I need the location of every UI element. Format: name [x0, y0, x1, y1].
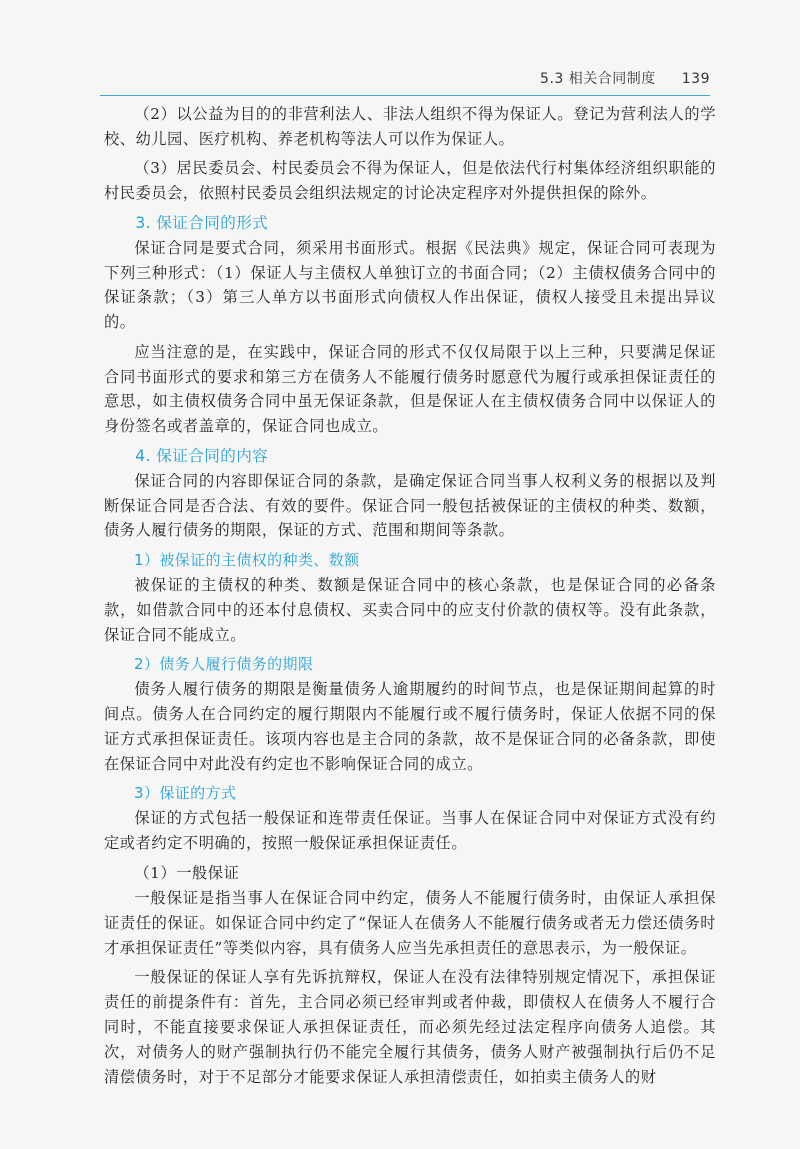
item-heading-general-guarantee: （1）一般保证 — [134, 863, 240, 882]
paragraph-defense-right: 一般保证的保证人享有先诉抗辩权，保证人在没有法律特别规定情况下，承担保证责任的前提条件有：首先，主合同必须已经审判或者仲裁，即债权人在债务人不履行合同时，不能直接要求保证人承担保证责任，而必须先经过法定程序向债务人追偿。其次，对债务人的财产强制执行仍不能完全履行其债务，债务人财产被强制执行后仍不足清偿债务时，对于不足部分才能要求保证人承担清偿责任，如拍卖主债务人的财 — [104, 968, 716, 1086]
paragraph-general-guarantee: 一般保证是指当事人在保证合同中约定，债务人不能履行债务时，由保证人承担保证责任的保证。如保证合同中约定了“保证人在债务人不能履行债务或者无力偿还债务时才承担保证责任”等类似内容，具有债务人应当先承担责任的意思表示，为一般保证。 — [104, 889, 716, 957]
subheading-performance-term: 2）债务人履行债务的期限 — [134, 655, 314, 674]
paragraph-committee-guarantor: （3）居民委员会、村民委员会不得为保证人，但是依法代行村集体经济组织职能的村民委员会，依照村民委员会组织法规定的讨论决定程序对外提供担保的除外。 — [104, 159, 716, 203]
page-body — [104, 102, 716, 1094]
paragraph-content-terms: 保证合同的内容即保证合同的条款，是确定保证合同当事人权利义务的根据以及判断保证合同是否合法、有效的要件。保证合同一般包括被保证的主债权的种类、数额，债务人履行债务的期限，保证的方式、范围和期间等条款。 — [104, 471, 716, 540]
paragraph-performance-term: 债务人履行债务的期限是衡量债务人逾期履约的时间节点，也是保证期间起算的时间点。债务人在合同约定的履行期限内不能履行或不履行债务时，保证人依据不同的保证方式承担保证责任。该项内容也是主合同的条款，故不是保证合同的必备条款，即使在保证合同中对此没有约定也不影响保证合同的成立。 — [104, 680, 716, 773]
section-title: 5.3 相关合同制度 — [540, 71, 656, 87]
paragraph-form-written: 保证合同是要式合同，须采用书面形式。根据《民法典》规定，保证合同可表现为下列三种形式：（1）保证人与主债权人单独订立的书面合同；（2）主债权债务合同中的保证条款；（3）第三人单方以书面形式向债权人作出保证，债权人接受且未提出异议的。 — [104, 238, 716, 332]
paragraph-nonprofit-guarantor: （2）以公益为目的的非营利法人、非法人组织不得为保证人。登记为营利法人的学校、幼儿园、医疗机构、养老机构等法人可以作为保证人。 — [104, 105, 716, 148]
running-header — [100, 68, 710, 90]
section-heading-form: 3. 保证合同的形式 — [135, 213, 269, 232]
subheading-principal-claim: 1）被保证的主债权的种类、数额 — [134, 550, 360, 569]
paragraph-form-practice: 应当注意的是，在实践中，保证合同的形式不仅仅局限于以上三种，只要满足保证合同书面形式的要求和第三方在债务人不能履行债务时愿意代为履行或承担保证责任的意思，如主债权债务合同中虽无保证条款，但是保证人在主债权债务合同中以保证人的身份签名或者盖章的，保证合同也成立。 — [104, 342, 716, 436]
paragraph-guarantee-method: 保证的方式包括一般保证和连带责任保证。当事人在保证合同中对保证方式没有约定或者约定不明确的，按照一般保证承担保证责任。 — [104, 809, 716, 852]
page-number: 139 — [681, 71, 710, 87]
section-heading-content: 4. 保证合同的内容 — [135, 446, 269, 465]
header-rule — [100, 95, 710, 96]
subheading-guarantee-method: 3）保证的方式 — [134, 784, 237, 803]
paragraph-principal-claim: 被保证的主债权的种类、数额是保证合同中的核心条款，也是保证合同的必备条款，如借款合同中的还本付息债权、买卖合同中的应支付价款的债权等。没有此条款，保证合同不能成立。 — [104, 575, 716, 644]
